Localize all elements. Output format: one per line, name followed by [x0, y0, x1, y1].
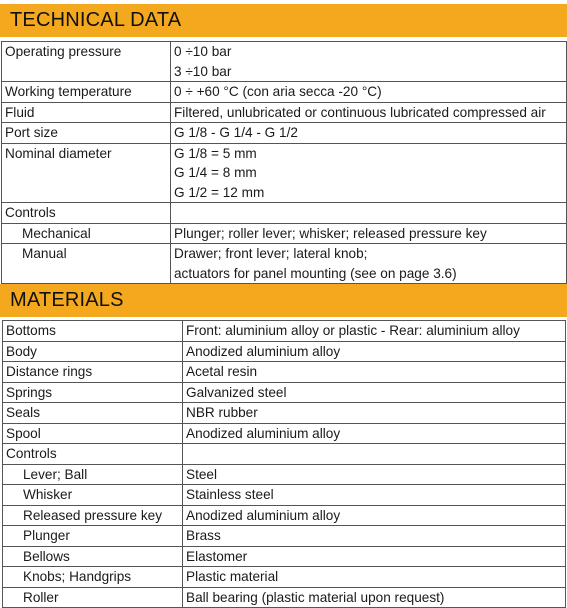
row-value: Anodized aluminium alloy [183, 505, 566, 526]
row-value: Galvanized steel [183, 382, 566, 403]
row-label: Roller [3, 587, 183, 608]
table-row [3, 567, 566, 588]
value-line: G 1/4 = 8 mm [174, 165, 257, 180]
row-label: Controls [2, 203, 171, 224]
row-label: Port size [2, 123, 171, 144]
row-label: Distance rings [3, 362, 183, 383]
materials-title: MATERIALS [10, 289, 124, 311]
table-row [3, 341, 566, 362]
row-value [171, 203, 567, 224]
row-value [183, 444, 566, 465]
table-row [3, 382, 566, 403]
row-label: Spool [3, 423, 183, 444]
row-label: Manual [2, 244, 171, 284]
row-label: Whisker [3, 485, 183, 506]
value-line: 3 ÷10 bar [174, 63, 232, 79]
row-value: Steel [183, 464, 566, 485]
row-label: Body [3, 341, 183, 362]
row-value: Stainless steel [183, 485, 566, 506]
table-row [3, 423, 566, 444]
row-value [171, 244, 567, 284]
row-value: G 1/8 - G 1/4 - G 1/2 [171, 123, 567, 144]
table-row [3, 505, 566, 526]
row-label: Springs [3, 382, 183, 403]
row-value: Front: aluminium alloy or plastic - Rear: aluminium alloy [183, 321, 566, 342]
row-label: Working temperature [2, 82, 171, 103]
row-value [171, 143, 567, 203]
technical-data-table [1, 41, 567, 284]
materials-table [2, 320, 566, 608]
row-label: Seals [3, 403, 183, 424]
row-value: NBR rubber [183, 403, 566, 424]
value-line: G 1/8 = 5 mm [174, 145, 257, 161]
table-row [2, 102, 567, 123]
table-row [3, 546, 566, 567]
value-line: G 1/2 = 12 mm [174, 184, 265, 200]
row-label: Mechanical [2, 223, 171, 244]
technical-data-header [0, 4, 567, 37]
row-value: Plastic material [183, 567, 566, 588]
table-row [2, 123, 567, 144]
row-value: Anodized aluminium alloy [183, 423, 566, 444]
row-label: Bellows [3, 546, 183, 567]
value-line: Drawer; front lever; lateral knob; [174, 246, 368, 261]
table-row [3, 485, 566, 506]
row-label: Controls [3, 444, 183, 465]
table-row [3, 526, 566, 547]
table-row [2, 143, 567, 203]
technical-data-title: TECHNICAL DATA [10, 9, 182, 31]
row-value: Anodized aluminium alloy [183, 341, 566, 362]
table-row [3, 362, 566, 383]
row-value: Acetal resin [183, 362, 566, 383]
row-label: Released pressure key [3, 505, 183, 526]
row-label: Lever; Ball [3, 464, 183, 485]
row-label: Knobs; Handgrips [3, 567, 183, 588]
value-line: actuators for panel mounting (see on page 3.6) [174, 265, 457, 281]
table-row [3, 587, 566, 608]
row-label: Nominal diameter [2, 143, 171, 203]
table-row [3, 444, 566, 465]
table-row [2, 42, 567, 82]
table-row [3, 321, 566, 342]
table-row [2, 244, 567, 284]
materials-header [0, 284, 567, 317]
table-row [2, 223, 567, 244]
row-value: Filtered, unlubricated or continuous lubricated compressed air [171, 102, 567, 123]
table-row [2, 82, 567, 103]
row-label: Bottoms [3, 321, 183, 342]
table-row [2, 203, 567, 224]
row-label: Operating pressure [2, 42, 171, 82]
row-value: 0 ÷ +60 °C (con aria secca -20 °C) [171, 82, 567, 103]
row-label: Fluid [2, 102, 171, 123]
table-row [3, 403, 566, 424]
row-value: Brass [183, 526, 566, 547]
table-row [3, 464, 566, 485]
row-label: Plunger [3, 526, 183, 547]
row-value [171, 42, 567, 82]
row-value: Elastomer [183, 546, 566, 567]
row-value: Plunger; roller lever; whisker; released pressure key [171, 223, 567, 244]
value-line: 0 ÷10 bar [174, 44, 232, 59]
row-value: Ball bearing (plastic material upon request) [183, 587, 566, 608]
